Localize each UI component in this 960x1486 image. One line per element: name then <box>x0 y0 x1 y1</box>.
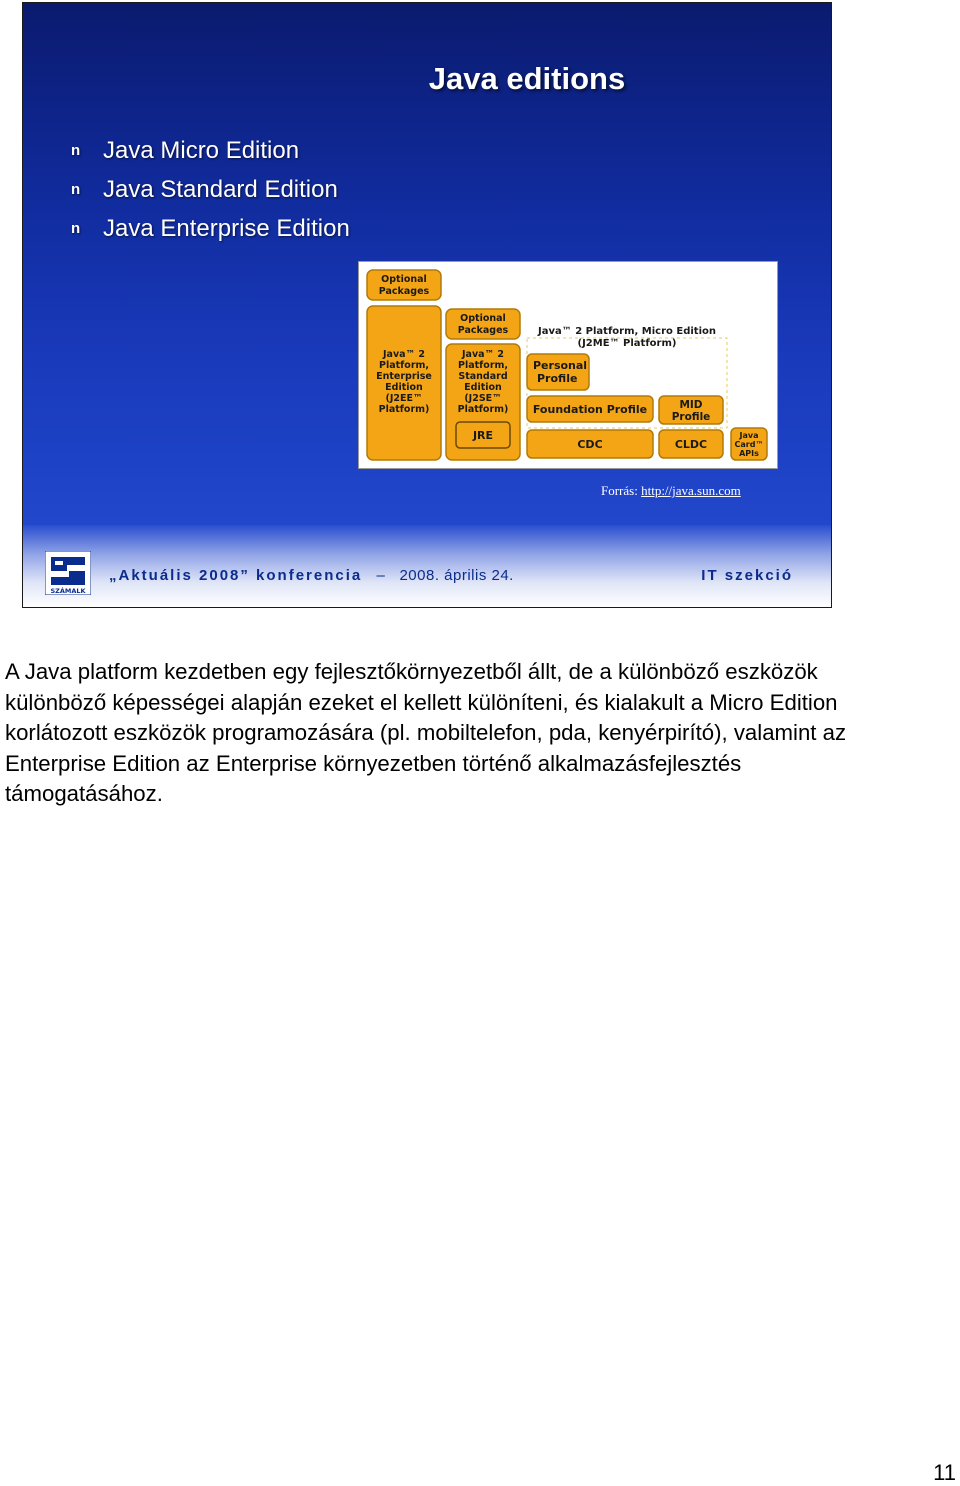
szamalk-logo <box>45 551 91 595</box>
page-number: 11 <box>933 1460 956 1485</box>
svg-text:Platform): Platform) <box>378 404 430 415</box>
presentation-slide <box>22 2 832 608</box>
svg-text:Optional: Optional <box>460 313 506 324</box>
svg-text:Personal: Personal <box>533 359 588 372</box>
foundation-profile-box <box>527 396 653 422</box>
source-citation <box>601 483 741 499</box>
optional-packages-box-2 <box>446 309 520 339</box>
java-platform-diagram <box>358 261 778 469</box>
conference-dash: – <box>376 567 386 584</box>
section-label: IT szekció <box>701 567 793 584</box>
conference-name: „Aktuális 2008” konferencia <box>109 567 363 584</box>
svg-text:SZÁMALK: SZÁMALK <box>50 587 86 595</box>
svg-text:Foundation Profile: Foundation Profile <box>532 403 648 416</box>
source-label: Forrás: <box>601 483 638 498</box>
list-item <box>71 209 350 248</box>
slide-footer <box>23 525 831 607</box>
svg-text:MID: MID <box>679 399 703 411</box>
svg-text:(J2ME™ Platform): (J2ME™ Platform) <box>577 338 677 349</box>
bullet-marker: n <box>71 142 81 159</box>
svg-text:Packages: Packages <box>457 325 509 336</box>
javacard-box <box>731 428 767 460</box>
svg-text:Card™: Card™ <box>734 440 764 449</box>
editions-list <box>71 131 350 248</box>
svg-text:CDC: CDC <box>577 438 603 451</box>
cldc-box <box>659 430 723 458</box>
svg-text:(J2EE™: (J2EE™ <box>385 393 423 404</box>
svg-text:Java: Java <box>739 431 759 440</box>
svg-text:Edition: Edition <box>464 382 502 393</box>
svg-text:CLDC: CLDC <box>674 438 708 451</box>
j2ee-box <box>367 306 441 460</box>
personal-profile-box <box>527 354 589 390</box>
svg-text:JRE: JRE <box>472 429 494 442</box>
bullet-text: Java Micro Edition <box>103 136 300 164</box>
cdc-box <box>527 430 653 458</box>
svg-text:(J2SE™: (J2SE™ <box>464 393 502 404</box>
svg-text:Java™ 2: Java™ 2 <box>383 349 425 360</box>
bullet-text: Java Enterprise Edition <box>103 214 350 242</box>
svg-text:Enterprise: Enterprise <box>376 371 432 382</box>
svg-text:Profile: Profile <box>537 372 578 385</box>
svg-text:Platform): Platform) <box>457 404 509 415</box>
conference-date: 2008. április 24. <box>399 567 514 584</box>
svg-text:Profile: Profile <box>671 411 711 423</box>
svg-text:Standard: Standard <box>458 371 508 382</box>
mid-profile-box <box>659 396 723 424</box>
svg-text:Java™ 2: Java™ 2 <box>462 349 504 360</box>
svg-text:Platform,: Platform, <box>457 360 509 371</box>
svg-text:Edition: Edition <box>385 382 423 393</box>
svg-text:Optional: Optional <box>381 274 427 285</box>
slide-title: Java editions <box>428 61 626 96</box>
bullet-text: Java Standard Edition <box>103 175 338 203</box>
list-item <box>71 131 350 170</box>
bullet-marker: n <box>71 181 81 198</box>
bullet-marker: n <box>71 220 81 237</box>
conference-label <box>109 567 514 584</box>
svg-text:Packages: Packages <box>378 286 430 297</box>
svg-text:Java™ 2 Platform, Micro Editio: Java™ 2 Platform, Micro Edition <box>538 326 716 337</box>
list-item <box>71 170 350 209</box>
jre-box <box>456 422 510 448</box>
svg-text:APIs: APIs <box>739 449 759 458</box>
svg-text:Platform,: Platform, <box>378 360 430 371</box>
source-link[interactable]: http://java.sun.com <box>641 483 741 498</box>
optional-packages-box-1 <box>367 270 441 300</box>
body-paragraph: A Java platform kezdetben egy fejlesztőkörnyezetből állt, de a különböző eszközök különböző képességei alapján ezeket el kellett különíteni, és kialakult a Micro Edition korlátozott eszközök programozására (pl. mobiltelefon, pda, kenyérpirító), valamint az Enterprise Edition az Enterprise környezetben történő alkalmazásfejlesztés támogatásához. <box>5 659 847 806</box>
